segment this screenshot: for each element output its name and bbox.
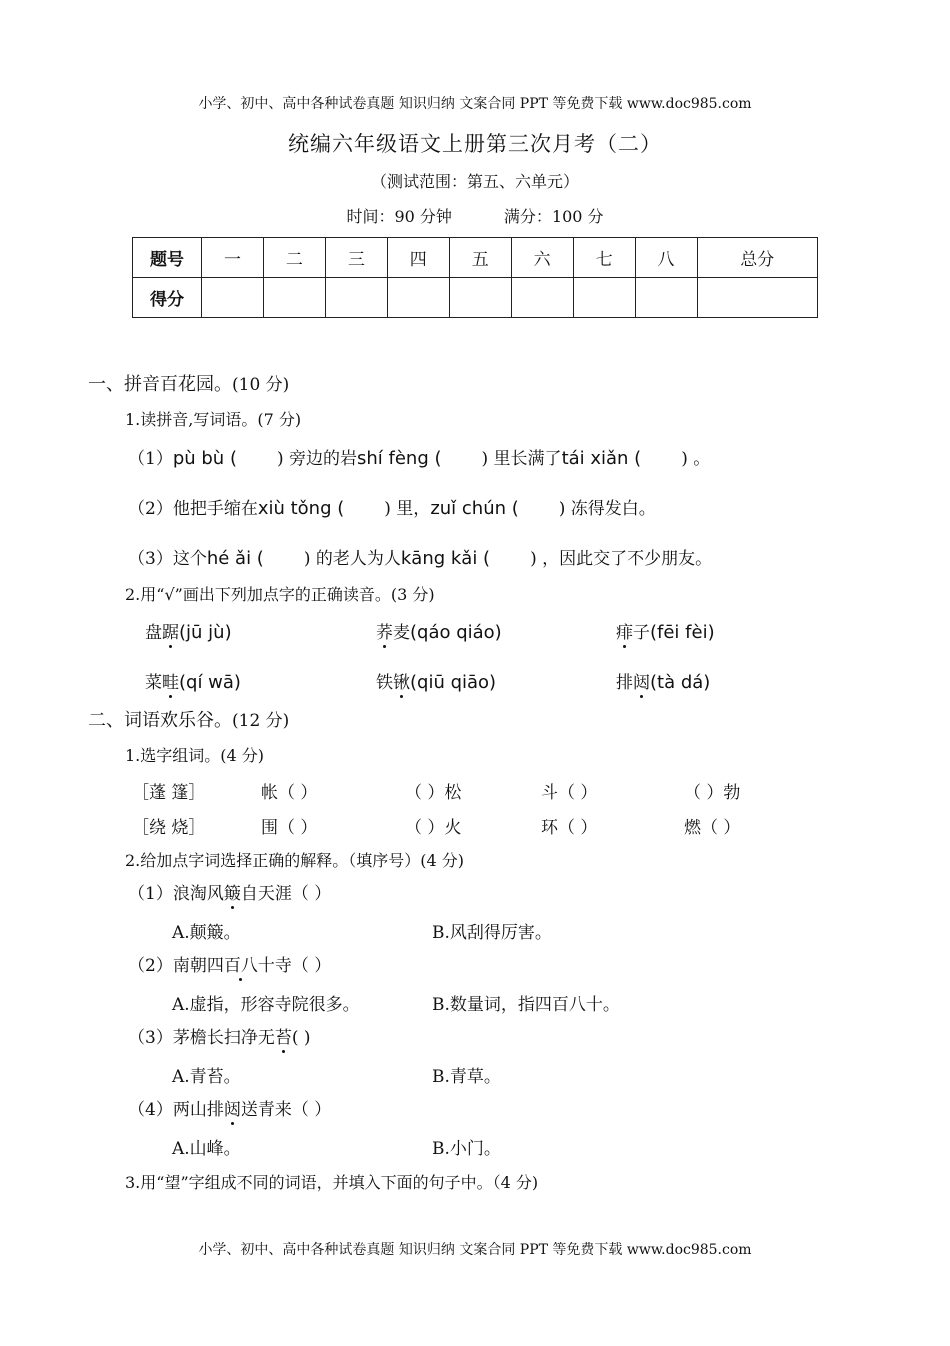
option-a: A.虚指，形容寺院很多。 — [172, 995, 360, 1015]
s1-q1-prompt: 1.读拼音,写词语。(7 分) — [125, 410, 302, 429]
page-header-ad: 小学、初中、高中各种试卷真题 知识归纳 文案合同 PPT 等免费下载 www.doc985.com — [198, 96, 752, 112]
word-blank[interactable]: （ ）松 — [405, 783, 462, 803]
dotted-char: 闼 — [633, 668, 650, 693]
word-blank[interactable]: 燃（ ） — [684, 818, 741, 838]
score-table-header-row — [133, 238, 818, 278]
score-table-score-row — [133, 278, 818, 318]
reading-choice — [145, 618, 232, 643]
dotted-char: 苔 — [275, 1023, 292, 1048]
col-label: 六 — [511, 238, 573, 278]
section-2-heading — [88, 706, 289, 732]
text: ) 。 — [681, 449, 711, 469]
s1-q1-line-2 — [128, 494, 656, 519]
exam-time: 时间：90 分钟 — [346, 207, 452, 226]
col-label: 八 — [635, 238, 697, 278]
reading-choice — [376, 618, 502, 643]
score-cell[interactable] — [511, 278, 573, 318]
s2-q2-prompt: 2.给加点字词选择正确的解释。（填序号）(4 分) — [125, 851, 465, 870]
word-blank[interactable]: 斗（ ） — [541, 783, 598, 803]
word-blank[interactable]: 帐（ ） — [261, 783, 318, 803]
dotted-char: 闼 — [224, 1095, 241, 1120]
char: 铁 — [376, 673, 393, 693]
text: ) 里， — [384, 499, 431, 519]
section-2-title: 二、词语欢乐谷。 — [88, 710, 232, 731]
text: （2）他把手缩在 — [128, 499, 258, 519]
col-label: 总分 — [697, 238, 818, 278]
col-label: 三 — [325, 238, 387, 278]
s1-q1-line-1 — [128, 444, 710, 469]
option-b: B.小门。 — [432, 1139, 501, 1159]
word-blank[interactable]: （ ）勃 — [684, 783, 741, 803]
text: 送青来（ ） — [240, 1100, 332, 1120]
score-cell[interactable] — [325, 278, 387, 318]
text: 寺（ ） — [274, 956, 332, 976]
score-table — [132, 237, 818, 318]
pinyin-options[interactable]: (qí wā) — [179, 672, 241, 693]
question-number-label: 题号 — [133, 238, 202, 278]
col-label: 四 — [387, 238, 449, 278]
char-group-1: ［蓬 篷］ — [132, 783, 206, 803]
text: （2）南朝 — [128, 956, 207, 976]
score-cell[interactable] — [387, 278, 449, 318]
reading-choice — [616, 618, 715, 643]
section-1-heading — [88, 370, 289, 396]
meaning-item-4 — [128, 1095, 331, 1120]
reading-choice — [376, 668, 496, 693]
text: ) 里长满了 — [481, 449, 562, 469]
pinyin-options[interactable]: (jū jù) — [179, 622, 232, 643]
option-b: B.数量词，指四百八十。 — [432, 995, 620, 1015]
text: ) 冻得发白。 — [558, 499, 656, 519]
s2-q3-prompt: 3.用“望”字组成不同的词语，并填入下面的句子中。（4 分) — [125, 1173, 539, 1192]
dotted-char: 痱 — [616, 618, 633, 643]
char: 子 — [633, 623, 650, 643]
dotted-char: 畦 — [162, 668, 179, 693]
col-label: 七 — [573, 238, 635, 278]
col-label: 五 — [449, 238, 511, 278]
time-score-line — [0, 204, 950, 227]
pinyin: hé ǎi ( — [206, 548, 264, 569]
char: 菜 — [145, 673, 162, 693]
reading-choice — [616, 668, 710, 693]
pinyin: shí fèng ( — [357, 448, 442, 469]
char: 排 — [616, 673, 633, 693]
section-1-title: 一、拼音百花园。 — [88, 374, 232, 395]
score-cell[interactable] — [449, 278, 511, 318]
score-cell[interactable] — [263, 278, 325, 318]
meaning-item-2 — [128, 951, 331, 976]
option-a: A.青苔。 — [172, 1067, 241, 1087]
text: ( ) — [291, 1028, 311, 1048]
dotted-char: 踞 — [162, 618, 179, 643]
col-label: 二 — [263, 238, 325, 278]
option-b: B.风刮得厉害。 — [432, 923, 552, 943]
dotted-char: 簸 — [224, 879, 241, 904]
pinyin: zuǐ chún ( — [430, 498, 519, 519]
section-2-points: (12 分) — [232, 711, 290, 731]
s1-q2-prompt: 2.用“√”画出下列加点字的正确读音。(3 分) — [125, 585, 435, 604]
meaning-item-1 — [128, 879, 331, 904]
reading-choice — [145, 668, 241, 693]
pinyin: kāng kǎi ( — [400, 548, 491, 569]
pinyin-options[interactable]: (tà dá) — [650, 672, 711, 693]
dotted-char: 荞 — [376, 618, 393, 643]
dotted-char: 四百八十 — [207, 951, 275, 976]
char-group-2: ［绕 烧］ — [132, 818, 206, 838]
word-blank[interactable]: （ ）火 — [405, 818, 462, 838]
test-scope: （测试范围：第五、六单元） — [370, 172, 579, 191]
dotted-char: 锹 — [393, 668, 410, 693]
option-a: A.颠簸。 — [172, 923, 241, 943]
col-label: 一 — [202, 238, 264, 278]
pinyin: pù bù ( — [172, 448, 237, 469]
score-cell[interactable] — [202, 278, 264, 318]
pinyin: tái xiǎn ( — [561, 448, 642, 469]
option-a: A.山峰。 — [172, 1139, 241, 1159]
s2-q1-prompt: 1.选字组词。(4 分) — [125, 746, 265, 765]
char: 盘 — [145, 623, 162, 643]
word-blank[interactable]: 环（ ） — [541, 818, 598, 838]
score-cell[interactable] — [573, 278, 635, 318]
option-b: B.青草。 — [432, 1067, 501, 1087]
text: ) 旁边的岩 — [276, 449, 358, 469]
text: ) 的老人为人 — [303, 549, 401, 569]
pinyin-options[interactable]: (fēi fèi) — [650, 622, 715, 643]
page-footer-ad: 小学、初中、高中各种试卷真题 知识归纳 文案合同 PPT 等免费下载 www.doc985.com — [198, 1242, 752, 1258]
meaning-item-3 — [128, 1023, 311, 1048]
s1-q1-line-3 — [128, 544, 712, 569]
score-cell[interactable] — [635, 278, 697, 318]
word-blank[interactable]: 围（ ） — [261, 818, 318, 838]
score-cell[interactable] — [697, 278, 818, 318]
text: 自天涯（ ） — [240, 884, 332, 904]
score-label: 得分 — [133, 278, 202, 318]
pinyin-options[interactable]: (qiū qiāo) — [410, 672, 497, 693]
text: （3）茅檐长扫净无 — [128, 1028, 275, 1048]
char: 麦 — [393, 623, 410, 643]
full-score: 满分：100 分 — [503, 207, 604, 226]
text: （4）两山排 — [128, 1100, 224, 1120]
pinyin: xiù tǒng ( — [257, 498, 345, 519]
section-1-points: (10 分) — [232, 375, 290, 395]
text: （1）浪淘风 — [128, 884, 224, 904]
text: ) ，因此交了不少朋友。 — [530, 549, 713, 569]
item-num: （1） — [128, 449, 173, 469]
pinyin-options[interactable]: (qáo qiáo) — [410, 622, 502, 643]
exam-title: 统编六年级语文上册第三次月考（二） — [288, 132, 662, 156]
text: （3）这个 — [128, 549, 207, 569]
